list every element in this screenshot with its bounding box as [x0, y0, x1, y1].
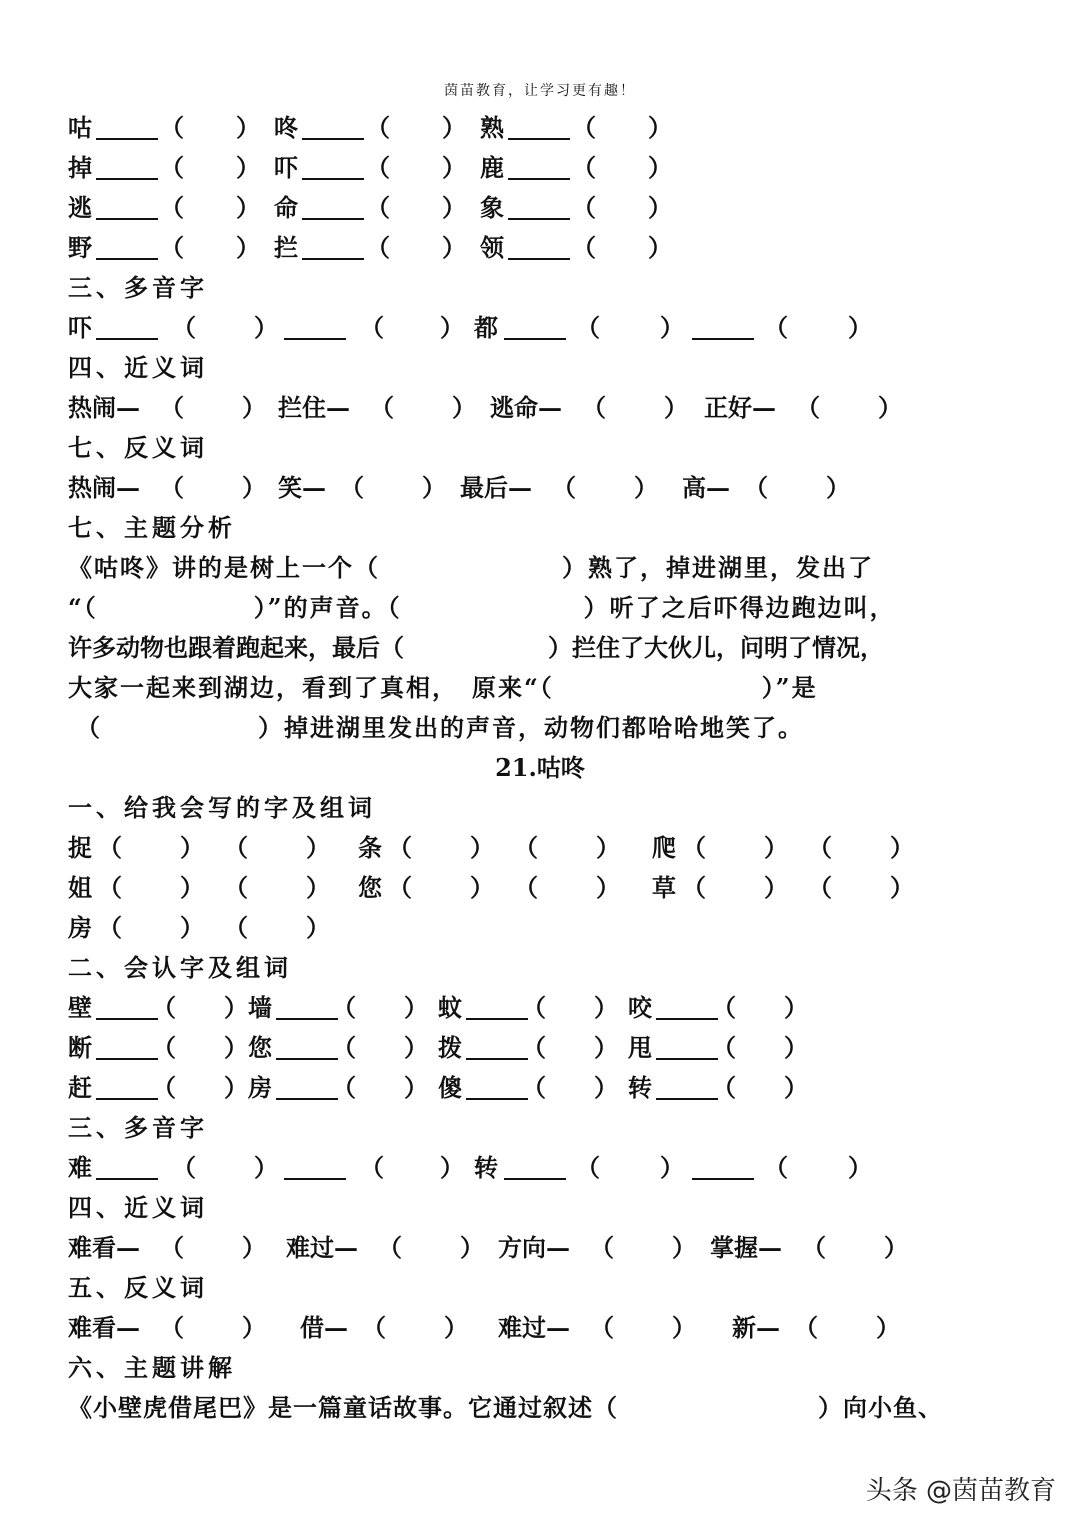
- word-label: 热闹—: [68, 473, 140, 502]
- close-paren: ）: [306, 833, 330, 862]
- section-title: 三、多音字: [68, 273, 208, 302]
- character-label: 拦: [274, 233, 298, 262]
- close-paren: ）: [878, 393, 902, 422]
- close-paren: ）: [236, 193, 260, 222]
- close-paren: ）: [648, 153, 672, 182]
- open-paren: （: [522, 993, 546, 1022]
- character-label: 房: [68, 913, 92, 942]
- answer-blank[interactable]: [284, 1148, 346, 1180]
- word-label: 难: [68, 1153, 92, 1182]
- open-paren: （: [378, 1233, 402, 1262]
- close-paren: ）: [594, 1073, 618, 1102]
- close-paren: ）: [236, 233, 260, 262]
- answer-blank[interactable]: [96, 228, 158, 260]
- open-paren: （: [366, 193, 390, 222]
- close-paren: ）: [634, 473, 658, 502]
- open-paren: （: [794, 1313, 818, 1342]
- open-paren: （: [152, 1073, 176, 1102]
- section-title: 五、反义词: [68, 1273, 208, 1302]
- section-title: 七、反义词: [68, 433, 208, 462]
- character-label: 转: [628, 1073, 652, 1102]
- character-label: 象: [480, 193, 504, 222]
- open-paren: （: [332, 993, 356, 1022]
- word-label: 高—: [682, 473, 730, 502]
- character-label: 捉: [68, 833, 92, 862]
- close-paren: ）: [890, 873, 914, 902]
- word-label: 掌握—: [710, 1233, 782, 1262]
- answer-blank[interactable]: [466, 1068, 528, 1100]
- character-label: 咚: [274, 113, 298, 142]
- character-label: 赶: [68, 1073, 92, 1102]
- close-paren: ）: [672, 1313, 696, 1342]
- open-paren: （: [160, 473, 184, 502]
- section-title: 六、主题讲解: [68, 1353, 236, 1382]
- answer-blank[interactable]: [276, 988, 338, 1020]
- open-paren: （: [224, 873, 248, 902]
- open-paren: （: [98, 873, 122, 902]
- close-paren: ）: [404, 1033, 428, 1062]
- character-label: 蚊: [438, 993, 462, 1022]
- answer-blank[interactable]: [302, 188, 364, 220]
- character-label: 姐: [68, 873, 92, 902]
- close-paren: ）: [224, 993, 248, 1022]
- character-label: 掉: [68, 153, 92, 182]
- open-paren: （: [522, 1073, 546, 1102]
- open-paren: （: [160, 1313, 184, 1342]
- close-paren: ）: [672, 1233, 696, 1262]
- open-paren: （: [590, 1313, 614, 1342]
- close-paren: ）: [242, 1313, 266, 1342]
- character-label: 您: [248, 1033, 272, 1062]
- open-paren: （: [160, 233, 184, 262]
- close-paren: ）: [180, 873, 204, 902]
- close-paren: ）: [442, 153, 466, 182]
- open-paren: （: [796, 393, 820, 422]
- answer-blank[interactable]: [692, 1148, 754, 1180]
- close-paren: ）: [236, 113, 260, 142]
- character-label: 草: [652, 873, 676, 902]
- open-paren: （: [388, 873, 412, 902]
- answer-blank[interactable]: [692, 308, 754, 340]
- section-title: 四、近义词: [68, 1193, 208, 1222]
- word-label: 难过—: [286, 1233, 358, 1262]
- close-paren: ）: [442, 193, 466, 222]
- open-paren: （: [582, 393, 606, 422]
- close-paren: ）: [648, 193, 672, 222]
- open-paren: （: [362, 1313, 386, 1342]
- close-paren: ）: [890, 833, 914, 862]
- close-paren: ）: [224, 1033, 248, 1062]
- character-label: 拨: [438, 1033, 462, 1062]
- open-paren: （: [370, 393, 394, 422]
- close-paren: ）: [224, 1073, 248, 1102]
- open-paren: （: [152, 993, 176, 1022]
- open-paren: （: [332, 1073, 356, 1102]
- close-paren: ）: [648, 233, 672, 262]
- word-label: 正好—: [704, 393, 776, 422]
- open-paren: （: [366, 153, 390, 182]
- open-paren: （: [764, 313, 788, 342]
- answer-blank[interactable]: [302, 228, 364, 260]
- answer-blank[interactable]: [504, 1148, 566, 1180]
- word-label: 新—: [732, 1313, 780, 1342]
- close-paren: ）: [660, 1153, 684, 1182]
- open-paren: （: [172, 1153, 196, 1182]
- character-label: 墙: [248, 993, 272, 1022]
- open-paren: （: [590, 1233, 614, 1262]
- word-label: 难过—: [498, 1313, 570, 1342]
- answer-blank[interactable]: [276, 1068, 338, 1100]
- close-paren: ）: [444, 1313, 468, 1342]
- close-paren: ）: [596, 873, 620, 902]
- answer-blank[interactable]: [302, 148, 364, 180]
- close-paren: ）: [404, 993, 428, 1022]
- close-paren: ）: [848, 1153, 872, 1182]
- section-title: 三、多音字: [68, 1113, 208, 1142]
- character-label: 领: [480, 233, 504, 262]
- close-paren: ）: [460, 1233, 484, 1262]
- answer-blank[interactable]: [656, 1068, 718, 1100]
- open-paren: （: [572, 233, 596, 262]
- close-paren: ）: [440, 1153, 464, 1182]
- paragraph-line: 《咕咚》讲的是树上一个（ ）熟了，掉进湖里，发出了: [68, 553, 874, 582]
- close-paren: ）: [254, 313, 278, 342]
- section-title: 四、近义词: [68, 353, 208, 382]
- close-paren: ）: [470, 833, 494, 862]
- open-paren: （: [224, 913, 248, 942]
- answer-blank[interactable]: [276, 1028, 338, 1060]
- lesson-title: 21.咕咚: [495, 753, 585, 782]
- open-paren: （: [764, 1153, 788, 1182]
- answer-blank[interactable]: [302, 108, 364, 140]
- close-paren: ）: [306, 913, 330, 942]
- answer-blank[interactable]: [96, 188, 158, 220]
- close-paren: ）: [648, 113, 672, 142]
- word-label: 逃命—: [490, 393, 562, 422]
- close-paren: ）: [254, 1153, 278, 1182]
- open-paren: （: [152, 1033, 176, 1062]
- answer-blank[interactable]: [96, 308, 158, 340]
- open-paren: （: [572, 193, 596, 222]
- word-label: 转: [474, 1153, 498, 1182]
- open-paren: （: [682, 873, 706, 902]
- character-label: 断: [68, 1033, 92, 1062]
- close-paren: ）: [180, 913, 204, 942]
- word-label: 热闹—: [68, 393, 140, 422]
- answer-blank[interactable]: [96, 148, 158, 180]
- character-label: 房: [248, 1073, 272, 1102]
- answer-blank[interactable]: [96, 988, 158, 1020]
- word-label: 吓: [68, 313, 92, 342]
- open-paren: （: [712, 1073, 736, 1102]
- open-paren: （: [98, 833, 122, 862]
- open-paren: （: [576, 1153, 600, 1182]
- open-paren: （: [160, 1233, 184, 1262]
- open-paren: （: [522, 1033, 546, 1062]
- close-paren: ）: [876, 1313, 900, 1342]
- open-paren: （: [360, 1153, 384, 1182]
- character-label: 命: [274, 193, 298, 222]
- close-paren: ）: [404, 1073, 428, 1102]
- close-paren: ）: [306, 873, 330, 902]
- open-paren: （: [572, 153, 596, 182]
- character-label: 甩: [628, 1033, 652, 1062]
- open-paren: （: [332, 1033, 356, 1062]
- answer-blank[interactable]: [284, 308, 346, 340]
- character-label: 壁: [68, 993, 92, 1022]
- character-label: 鹿: [480, 153, 504, 182]
- answer-blank[interactable]: [466, 1028, 528, 1060]
- character-label: 咬: [628, 993, 652, 1022]
- open-paren: （: [160, 113, 184, 142]
- character-label: 条: [358, 833, 382, 862]
- open-paren: （: [98, 913, 122, 942]
- close-paren: ）: [440, 313, 464, 342]
- open-paren: （: [552, 473, 576, 502]
- page-header: 茵苗教育，让学习更有趣！: [444, 83, 636, 99]
- open-paren: （: [514, 873, 538, 902]
- character-label: 您: [358, 873, 382, 902]
- close-paren: ）: [764, 833, 788, 862]
- character-label: 傻: [438, 1073, 462, 1102]
- close-paren: ）: [470, 873, 494, 902]
- character-label: 野: [68, 233, 92, 262]
- paragraph-line: （ ）掉进湖里发出的声音，动物们都哈哈地笑了。: [76, 713, 804, 742]
- open-paren: （: [712, 993, 736, 1022]
- word-label: 最后—: [460, 473, 532, 502]
- open-paren: （: [576, 313, 600, 342]
- answer-blank[interactable]: [96, 108, 158, 140]
- close-paren: ）: [826, 473, 850, 502]
- word-label: 方向—: [498, 1233, 570, 1262]
- character-label: 熟: [480, 113, 504, 142]
- paragraph-line: 许多动物也跟着跑起来，最后（ ）拦住了大伙儿，问明了情况，: [68, 633, 884, 662]
- word-label: 难看—: [68, 1233, 140, 1262]
- open-paren: （: [366, 233, 390, 262]
- character-label: 爬: [652, 833, 676, 862]
- open-paren: （: [682, 833, 706, 862]
- open-paren: （: [360, 313, 384, 342]
- answer-blank[interactable]: [508, 148, 570, 180]
- answer-blank[interactable]: [656, 1028, 718, 1060]
- open-paren: （: [744, 473, 768, 502]
- close-paren: ）: [594, 993, 618, 1022]
- word-label: 借—: [300, 1313, 348, 1342]
- answer-blank[interactable]: [656, 988, 718, 1020]
- word-label: 拦住—: [278, 393, 350, 422]
- word-label: 笑—: [278, 473, 326, 502]
- open-paren: （: [802, 1233, 826, 1262]
- open-paren: （: [514, 833, 538, 862]
- answer-blank[interactable]: [504, 308, 566, 340]
- close-paren: ）: [180, 833, 204, 862]
- open-paren: （: [572, 113, 596, 142]
- open-paren: （: [808, 873, 832, 902]
- answer-blank[interactable]: [96, 1148, 158, 1180]
- watermark: 头条 @茵苗教育: [865, 1476, 1056, 1506]
- close-paren: ）: [452, 393, 476, 422]
- open-paren: （: [160, 193, 184, 222]
- character-label: 咕: [68, 113, 92, 142]
- close-paren: ）: [242, 473, 266, 502]
- close-paren: ）: [848, 313, 872, 342]
- close-paren: ）: [242, 393, 266, 422]
- answer-blank[interactable]: [508, 188, 570, 220]
- open-paren: （: [712, 1033, 736, 1062]
- close-paren: ）: [784, 993, 808, 1022]
- open-paren: （: [160, 393, 184, 422]
- close-paren: ）: [236, 153, 260, 182]
- close-paren: ）: [596, 833, 620, 862]
- answer-blank[interactable]: [96, 1068, 158, 1100]
- paragraph-line: 《小壁虎借尾巴》是一篇童话故事。它通过叙述（ ）向小鱼、: [68, 1393, 943, 1422]
- character-label: 逃: [68, 193, 92, 222]
- close-paren: ）: [884, 1233, 908, 1262]
- open-paren: （: [224, 833, 248, 862]
- close-paren: ）: [242, 1233, 266, 1262]
- character-label: 吓: [274, 153, 298, 182]
- open-paren: （: [366, 113, 390, 142]
- section-title: 七、主题分析: [68, 513, 236, 542]
- open-paren: （: [808, 833, 832, 862]
- open-paren: （: [340, 473, 364, 502]
- close-paren: ）: [764, 873, 788, 902]
- close-paren: ）: [442, 113, 466, 142]
- paragraph-line: 大家一起来到湖边，看到了真相， 原来“（ ）”是: [68, 673, 818, 702]
- section-title: 二、会认字及组词: [68, 953, 292, 982]
- answer-blank[interactable]: [466, 988, 528, 1020]
- open-paren: （: [172, 313, 196, 342]
- answer-blank[interactable]: [508, 228, 570, 260]
- paragraph-line: “（ ）”的声音。（ ）听了之后吓得边跑边叫，: [68, 593, 896, 622]
- word-label: 难看—: [68, 1313, 140, 1342]
- close-paren: ）: [664, 393, 688, 422]
- answer-blank[interactable]: [96, 1028, 158, 1060]
- close-paren: ）: [660, 313, 684, 342]
- open-paren: （: [160, 153, 184, 182]
- close-paren: ）: [784, 1033, 808, 1062]
- close-paren: ）: [422, 473, 446, 502]
- close-paren: ）: [442, 233, 466, 262]
- close-paren: ）: [784, 1073, 808, 1102]
- section-title: 一、给我会写的字及组词: [68, 793, 376, 822]
- word-label: 都: [474, 313, 498, 342]
- open-paren: （: [388, 833, 412, 862]
- close-paren: ）: [594, 1033, 618, 1062]
- answer-blank[interactable]: [508, 108, 570, 140]
